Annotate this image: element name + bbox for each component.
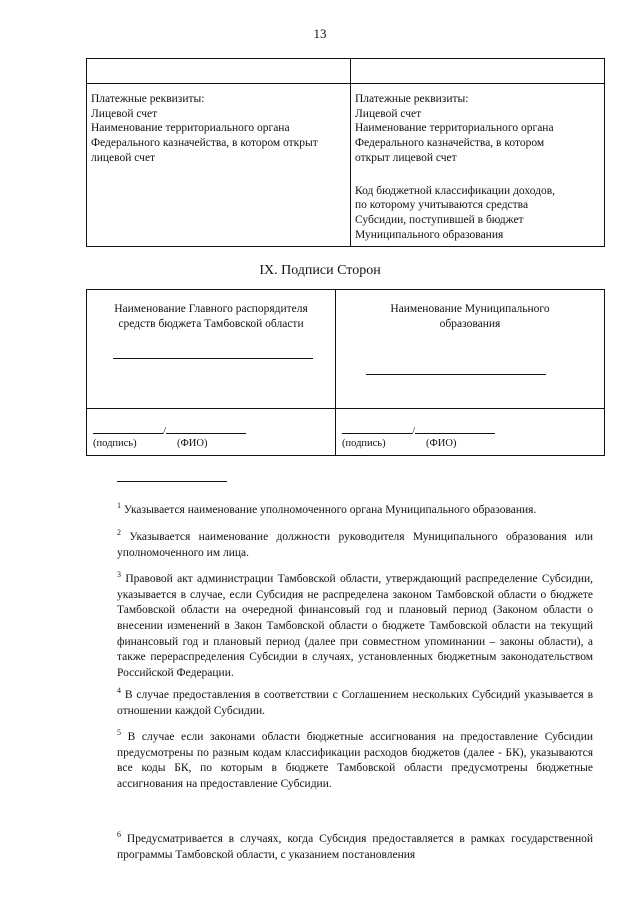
left-signature-cell: [87, 409, 336, 456]
name-line: [113, 358, 313, 359]
table-cell-empty-left: [87, 59, 351, 84]
signature-captions: (подпись) (ФИО): [93, 438, 208, 449]
page-number: 13: [313, 26, 327, 41]
footnote-6: $^6$ Предусматривается в случаях, когда Субсидия предоставляется в рамках государственной программы Тамбовской области, с указанием постановления: [117, 830, 594, 861]
line: Код бюджетной классификации доходов,: [355, 184, 556, 197]
footnote-2: $^2$ Указывается наименование должности руководителя Муниципального образования или уполномоченного им лица.: [117, 528, 594, 559]
line: Федерального казначейства, в котором: [355, 137, 545, 150]
line: Наименование территориального органа: [91, 122, 290, 135]
footnote-1: $^1$ Указывается наименование уполномоченного органа Муниципального образования.: [117, 501, 537, 516]
table-cell-empty-right: [351, 59, 605, 84]
footnote-separator: [117, 481, 227, 482]
right-signature-cell: [336, 409, 605, 456]
footnote-3: $^3$ Правовой акт администрации Тамбовской области, утверждающий распределение Субсидии, указывается в случае, если Субсидия не распределена законом Тамбовской области о бюджете Тамбовской области на очередной финансовый год и плановый период (Законом области о внесении изменений в Закон Тамбовской области о бюджете Тамбовской области на текущий финансовый год и плановый период (далее при совместном упоминании – законы области), а также перераспределения Субсидии в случаях, установленных бюджетным законодательством Российской Федерации.: [117, 570, 593, 679]
line: по которому учитываются средства: [355, 199, 529, 212]
right-party-header: [336, 290, 605, 409]
line: Лицевой счет: [355, 107, 422, 120]
line: Муниципального образования: [355, 228, 504, 241]
footnote-4: $^4$ В случае предоставления в соответствии с Соглашением нескольких Субсидий указывается в отношении каждой Субсидии.: [117, 686, 593, 717]
requisites-table: [86, 58, 605, 247]
signatures-table: [86, 289, 605, 456]
line: Наименование Главного распорядителя: [114, 303, 308, 315]
line: средств бюджета Тамбовской области: [118, 317, 304, 330]
left-requisites-cell: [87, 84, 351, 247]
line: Платежные реквизиты:: [355, 93, 469, 105]
line: Лицевой счет: [91, 107, 158, 120]
signature-line: /: [342, 423, 495, 438]
line: Субсидии, поступившей в бюджет: [355, 214, 524, 227]
line: образования: [439, 317, 501, 330]
line: Наименование Муниципального: [390, 303, 550, 315]
section-title: IX. Подписи Сторон: [259, 263, 381, 278]
line: Наименование территориального органа: [355, 122, 554, 135]
line: лицевой счет: [91, 151, 156, 164]
line: открыт лицевой счет: [355, 151, 457, 164]
line: Платежные реквизиты:: [91, 93, 205, 105]
footnote-5: $^5$ В случае если законами области бюджетные ассигнования на предоставление Субсидии предусмотрены по разным кодам классификации расходов бюджетов (далее - БК), указываются все коды БК, по которым в бюджете Тамбовской области предусмотрены бюджетные ассигнования на предоставление Субсидии.: [117, 728, 594, 790]
line: Федерального казначейства, в котором открыт: [91, 137, 318, 150]
signature-line: /: [93, 423, 246, 438]
right-requisites-cell: [351, 84, 605, 247]
signature-captions: (подпись) (ФИО): [342, 438, 457, 449]
left-party-header: [87, 290, 336, 409]
name-line: [366, 374, 546, 375]
